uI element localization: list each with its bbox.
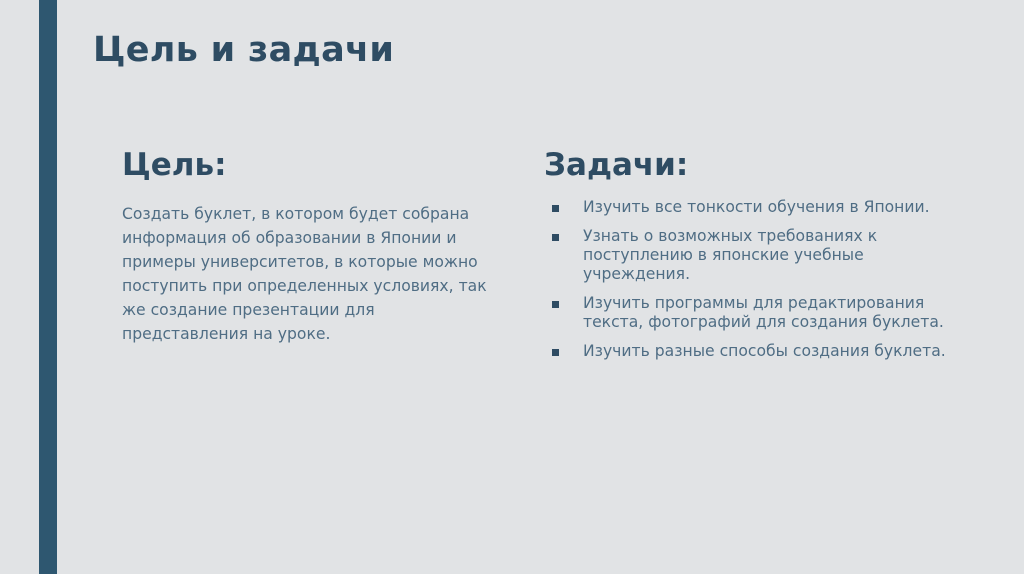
task-text: Изучить все тонкости обучения в Японии. bbox=[583, 198, 930, 216]
slide-title: Цель и задачи bbox=[93, 30, 395, 70]
goal-heading: Цель: bbox=[122, 147, 227, 183]
tasks-heading: Задачи: bbox=[544, 147, 689, 183]
square-bullet-icon bbox=[552, 301, 559, 308]
goal-text: Создать буклет, в котором будет собрана информация об образовании в Японии и примеры университетов, в которые можно поступить при определенных условиях, так же создание презентации для представления на уроке. bbox=[122, 205, 487, 343]
square-bullet-icon bbox=[552, 205, 559, 212]
task-text: Изучить программы для редактирования текста, фотографий для создания буклета. bbox=[583, 294, 944, 331]
task-text: Узнать о возможных требованиях к поступлению в японские учебные учреждения. bbox=[583, 227, 878, 283]
task-item bbox=[550, 294, 950, 332]
task-item bbox=[550, 198, 950, 217]
task-item bbox=[550, 342, 950, 361]
tasks-list bbox=[550, 198, 950, 371]
task-item bbox=[550, 227, 950, 284]
square-bullet-icon bbox=[552, 234, 559, 241]
accent-bar bbox=[39, 0, 57, 574]
square-bullet-icon bbox=[552, 349, 559, 356]
task-text: Изучить разные способы создания буклета. bbox=[583, 342, 946, 360]
